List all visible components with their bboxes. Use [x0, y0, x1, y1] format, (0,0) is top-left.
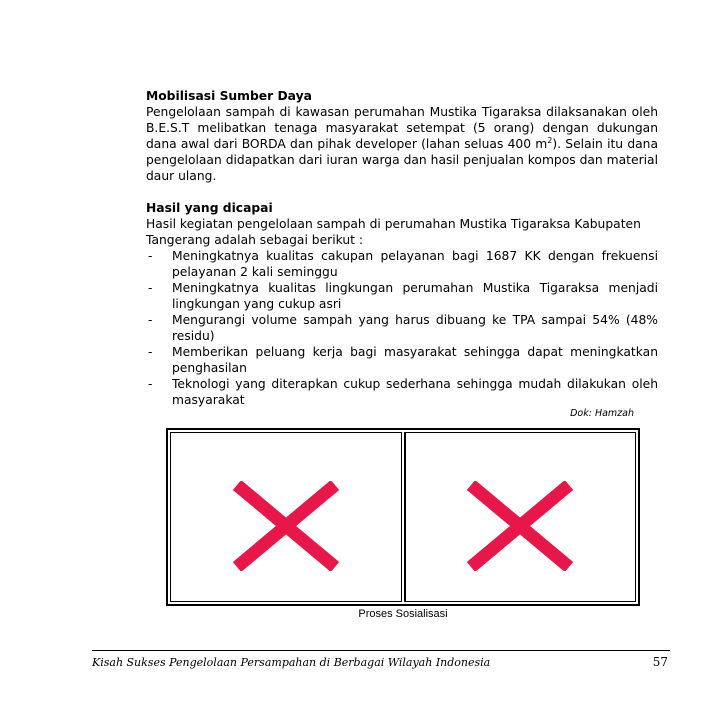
list-item-text: Meningkatnya kualitas lingkungan perumahan Mustika Tigaraksa menjadi lingkungan yang cukup asri: [172, 281, 658, 311]
section-body-mobilisasi: [146, 104, 658, 184]
section-heading-mobilisasi: Mobilisasi Sumber Daya: [146, 89, 312, 103]
broken-image-icon: [231, 481, 341, 571]
photo-frame: [166, 428, 640, 606]
photo-placeholder-right: [404, 432, 637, 602]
body-text-part2: ). Selain itu dana pengelolaan didapatkan dari iuran warga dan hasil penjualan kompos dan material daur ulang.: [146, 137, 659, 183]
list-item: [146, 280, 658, 312]
list-item-text: Meningkatnya kualitas cakupan pelayanan bagi 1687 KK dengan frekuensi pelayanan 2 kali seminggu: [172, 249, 658, 279]
list-item: [146, 248, 658, 280]
footer-book-title: Kisah Sukses Pengelolaan Persampahan di Berbagai Wilayah Indonesia: [92, 656, 491, 669]
photo-placeholder-left: [170, 432, 402, 602]
photo-credit: Dok: Hamzah: [570, 408, 634, 419]
bullet-dash: -: [148, 377, 153, 391]
broken-image-icon: [465, 481, 575, 571]
list-item: [146, 312, 658, 344]
bullet-dash: -: [148, 345, 153, 359]
section-intro-line1: Hasil kegiatan pengelolaan sampah di perumahan Mustika Tigaraksa Kabupaten: [146, 217, 641, 231]
bullet-dash: -: [148, 249, 153, 263]
page-number: 57: [652, 655, 668, 669]
figure-caption: Proses Sosialisasi: [358, 608, 448, 620]
main-content: [146, 88, 658, 408]
bullet-dash: -: [148, 313, 153, 327]
list-item-text: Mengurangi volume sampah yang harus dibuang ke TPA sampai 54% (48% residu): [172, 313, 658, 343]
section-intro-line2: Tangerang adalah sebagai berikut :: [146, 233, 364, 247]
superscript-2: 2: [547, 135, 553, 145]
body-text-part1: Pengelolaan sampah di kawasan perumahan Mustika Tigaraksa dilaksanakan oleh B.E.S.T melibatkan tenaga masyarakat setempat (5 orang) dengan dukungan dana awal dari BORDA dan pihak developer (lahan seluas 400 m: [146, 105, 658, 151]
section-heading-hasil: Hasil yang dicapai: [146, 201, 273, 215]
footer-divider: [92, 650, 670, 651]
list-item-text: Teknologi yang diterapkan cukup sederhana sehingga mudah dilakukan oleh masyarakat: [172, 377, 658, 407]
bullet-dash: -: [148, 281, 153, 295]
list-item: [146, 376, 658, 408]
list-item: [146, 344, 658, 376]
list-item-text: Memberikan peluang kerja bagi masyarakat sehingga dapat meningkatkan penghasilan: [172, 345, 658, 375]
spacer: [146, 184, 658, 200]
results-list: [146, 248, 658, 408]
